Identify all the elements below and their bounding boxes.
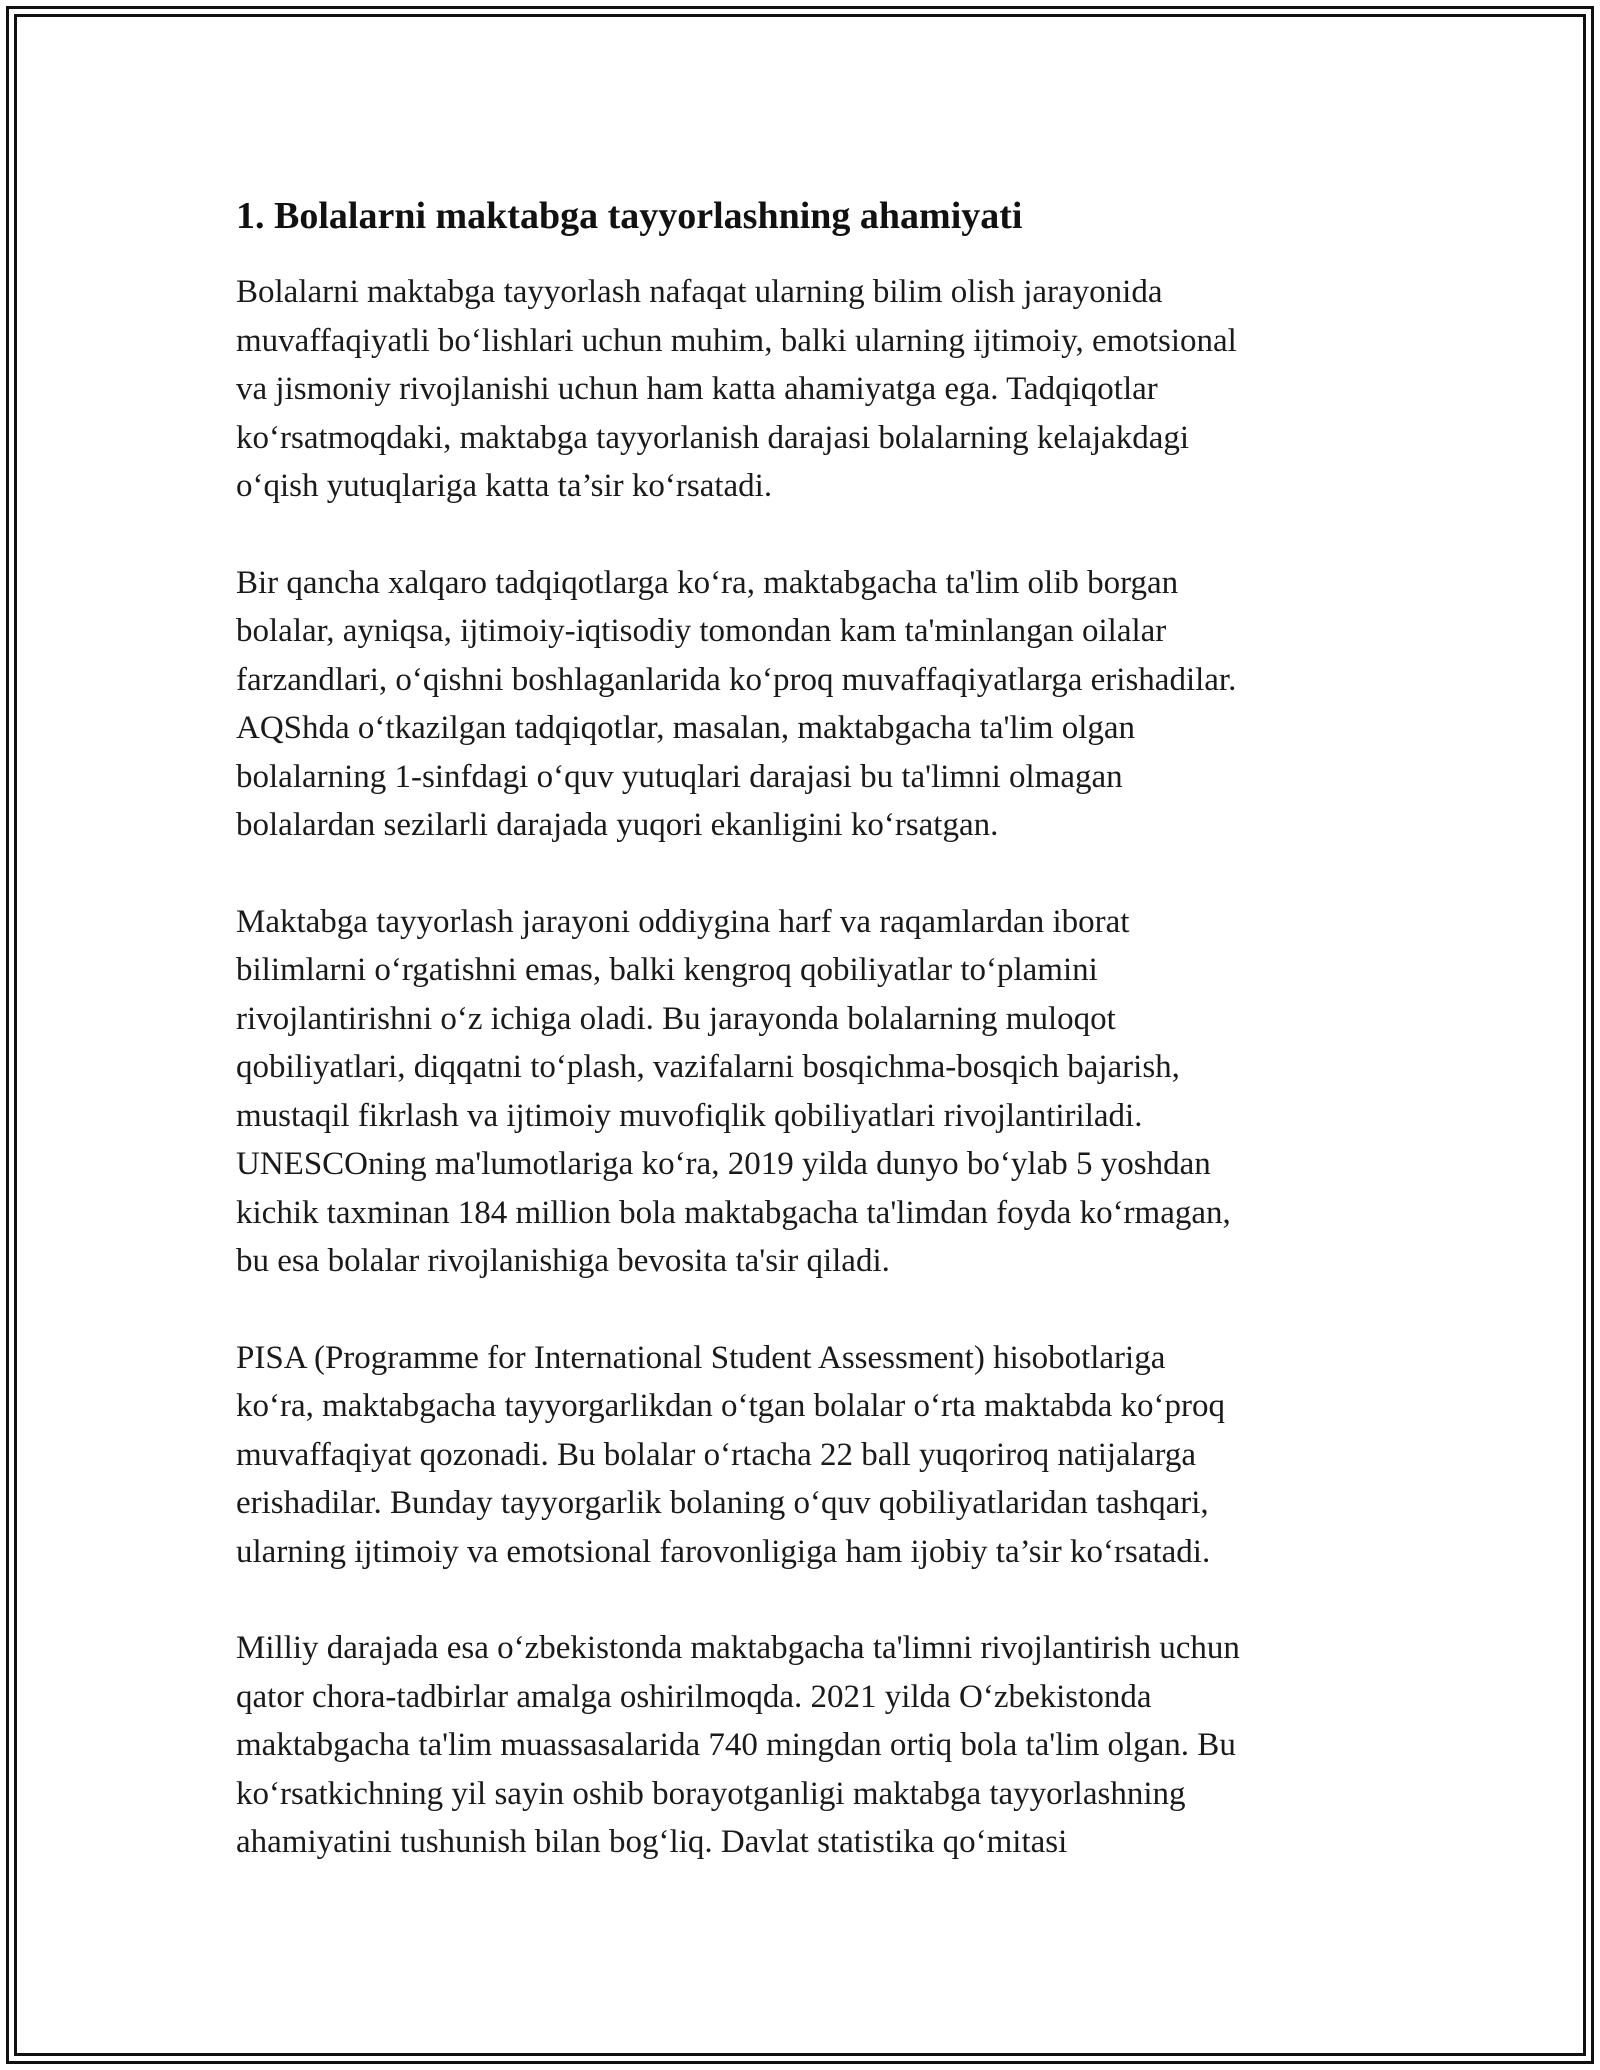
text-line: ko‘rsatmoqdaki, maktabga tayyorlanish darajasi bolalarning kelajakdagi (236, 419, 1190, 456)
text-line: maktabgacha ta'lim muassasalarida 740 mingdan ortiq bola ta'lim olgan. Bu (236, 1727, 1236, 1763)
text-line: qator chora-tadbirlar amalga oshirilmoqda. 2021 yilda O‘zbekistonda (236, 1678, 1152, 1715)
text-line: o‘qish yutuqlariga katta ta’sir ko‘rsatadi. (236, 468, 773, 504)
text-line: UNESCOning ma'lumotlariga ko‘ra, 2019 yilda dunyo bo‘ylab 5 yoshdan (236, 1146, 1211, 1182)
section-heading: 1. Bolalarni maktabga tayyorlashning ahamiyati (236, 195, 1023, 237)
text-line: AQShda o‘tkazilgan tadqiqotlar, masalan, maktabgacha ta'lim olgan (236, 710, 1136, 746)
text-line: ularning ijtimoiy va emotsional farovonligiga ham ijobiy ta’sir ko‘rsatadi. (236, 1533, 1211, 1570)
text-line: Maktabga tayyorlash jarayoni oddiygina harf va raqamlardan iborat (236, 903, 1130, 940)
document-body (236, 188, 1366, 1915)
text-line: bilimlarni o‘rgatishni emas, balki kengroq qobiliyatlar to‘plamini (236, 952, 1098, 988)
paragraph-5 (236, 1624, 1366, 1867)
text-line: mustaqil fikrlash va ijtimoiy muvofiqlik qobiliyatlari rivojlantiriladi. (236, 1097, 1143, 1134)
text-line: ko‘rsatkichning yil sayin oshib borayotganligi maktabga tayyorlashning (236, 1775, 1186, 1812)
text-line: va jismoniy rivojlanishi uchun ham katta ahamiyatga ega. Tadqiqotlar (236, 371, 1158, 407)
paragraph-2 (236, 559, 1366, 850)
text-line: bolalardan sezilarli darajada yuqori ekanligini ko‘rsatgan. (236, 807, 999, 843)
paragraph-4 (236, 1334, 1366, 1577)
text-line: ahamiyatini tushunish bilan bog‘liq. Davlat statistika qo‘mitasi (236, 1824, 1068, 1860)
text-line: Milliy darajada esa o‘zbekistonda maktabgacha ta'limni rivojlantirish uchun (236, 1630, 1240, 1666)
text-line: bolalarning 1-sinfdagi o‘quv yutuqlari darajasi bu ta'limni olmagan (236, 758, 1123, 795)
text-line: Bir qancha xalqaro tadqiqotlarga ko‘ra, maktabgacha ta'lim olib borgan (236, 564, 1179, 601)
text-line: qobiliyatlari, diqqatni to‘plash, vazifalarni bosqichma-bosqich bajarish, (236, 1049, 1180, 1085)
text-line: muvaffaqiyat qozonadi. Bu bolalar o‘rtacha 22 ball yuqoriroq natijalarga (236, 1436, 1197, 1473)
text-line: kichik taxminan 184 million bola maktabgacha ta'limdan foyda ko‘rmagan, (236, 1194, 1231, 1231)
text-line: bolalar, ayniqsa, ijtimoiy-iqtisodiy tomondan kam ta'minlangan oilalar (236, 613, 1167, 649)
text-line: farzandlari, o‘qishni boshlaganlarida ko‘proq muvaffaqiyatlarga erishadilar. (236, 661, 1237, 698)
text-line: erishadilar. Bunday tayyorgarlik bolaning o‘quv qobiliyatlaridan tashqari, (236, 1485, 1209, 1521)
text-line: PISA (Programme for International Student Assessment) hisobotlariga (236, 1339, 1166, 1376)
paragraph-1 (236, 268, 1366, 511)
text-line: muvaffaqiyatli bo‘lishlari uchun muhim, balki ularning ijtimoiy, emotsional (236, 322, 1237, 359)
text-line: bu esa bolalar rivojlanishiga bevosita ta'sir qiladi. (236, 1243, 890, 1279)
paragraph-3 (236, 898, 1366, 1286)
text-line: rivojlantirishni o‘z ichiga oladi. Bu jarayonda bolalarning muloqot (236, 1000, 1116, 1037)
text-line: Bolalarni maktabga tayyorlash nafaqat ularning bilim olish jarayonida (236, 274, 1163, 310)
text-line: ko‘ra, maktabgacha tayyorgarlikdan o‘tgan bolalar o‘rta maktabda ko‘proq (236, 1388, 1226, 1424)
